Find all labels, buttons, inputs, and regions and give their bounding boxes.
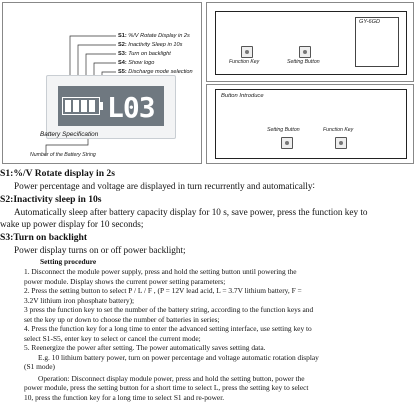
procedure-title: Setting procedure <box>40 257 97 266</box>
battery-spec-label: Battery Specification <box>40 131 99 138</box>
procedure-line: set the key up or down to choose the number of batteries in series; <box>24 314 220 324</box>
s3-heading: S3:Turn on backlight <box>0 232 88 243</box>
lcd-screen <box>58 86 164 126</box>
procedure-line: 1. Disconnect the module power supply, press and hold the setting button until powering the <box>24 267 297 276</box>
procedure-line: select S1-S5, enter key to select or cancel the current mode; <box>24 333 201 343</box>
procedure-line: (S1 mode) <box>24 362 55 371</box>
s4-label: S4: Show logo <box>118 60 155 66</box>
procedure-line: Operation: Disconnect display module power, press and hold the setting button, power the <box>38 373 305 383</box>
setting-button-label-2: Setting Button <box>267 127 300 133</box>
procedure-line: 10, press the function key for a long time to select S1 and re-power. <box>24 392 225 402</box>
model-label: GY-6GD <box>359 19 381 25</box>
s2-heading: S2:Inactivity sleep in 10s <box>0 194 102 205</box>
function-key-label-2: Function Key <box>323 127 354 133</box>
procedure-line: 4. Press the function key for a long time to enter the advanced setting interface, use setting key to <box>24 324 312 333</box>
procedure-line: power module, press the setting button for a short time to select L, press the setting key to select <box>24 383 309 392</box>
procedure-list <box>24 267 416 402</box>
procedure-line: 5. Reenergize the power after setting. The power automatically saves setting data. <box>24 343 266 352</box>
s3-body: Power display turns on or off power backlight; <box>14 245 186 255</box>
product-diagram <box>0 0 416 166</box>
s1-heading: S1:%/V Rotate display in 2s <box>0 168 115 179</box>
procedure-line: 2. Press the setting button to select P / L / F , (P = 12V lead acid, L = 3.7V lithium battery, F = <box>24 286 302 295</box>
function-key-2[interactable] <box>335 137 347 149</box>
module-top-panel <box>206 2 414 82</box>
s5-label: S5: Discharge mode selection <box>118 69 193 75</box>
setting-button-2[interactable] <box>281 137 293 149</box>
button-introduce-title: Button Introduce <box>221 93 264 99</box>
s1-body: Power percentage and voltage are displayed in turn recurrently and automatically∶ <box>14 181 315 191</box>
procedure-line: E.g. 10 lithium battery power, turn on power percentage and voltage automatic rotation display <box>38 352 319 362</box>
procedure-line: 3.2V lithium iron phosphate battery); <box>24 295 135 305</box>
s1-label: S1: %/V Rotate Display in 2s <box>118 33 190 39</box>
function-key[interactable] <box>241 46 253 58</box>
s2-label: S2: Inactivity Sleep in 10s <box>118 42 183 48</box>
procedure-line: 3 press the function key to set the number of the battery string, according to the function keys and <box>24 305 314 314</box>
button-introduce-panel <box>206 84 414 164</box>
battery-bar-icon <box>62 97 104 115</box>
setting-button-label: Setting Button <box>287 59 320 65</box>
setting-button[interactable] <box>299 46 311 58</box>
battery-string-label: Number of the Battery String <box>30 152 96 158</box>
s2-body-2: wake up power display for 10 seconds; <box>0 219 144 229</box>
procedure-line: power module. Display shows the current power setting parameters; <box>24 276 226 286</box>
s3-label: S3: Turn on backlight <box>118 51 171 57</box>
battery-string-digits: L03 <box>107 91 155 124</box>
function-key-label: Function Key <box>229 59 260 65</box>
lcd-display <box>46 75 176 139</box>
s2-body-1: Automatically sleep after battery capacity display for 10 s, save power, press the function key to <box>14 207 368 217</box>
